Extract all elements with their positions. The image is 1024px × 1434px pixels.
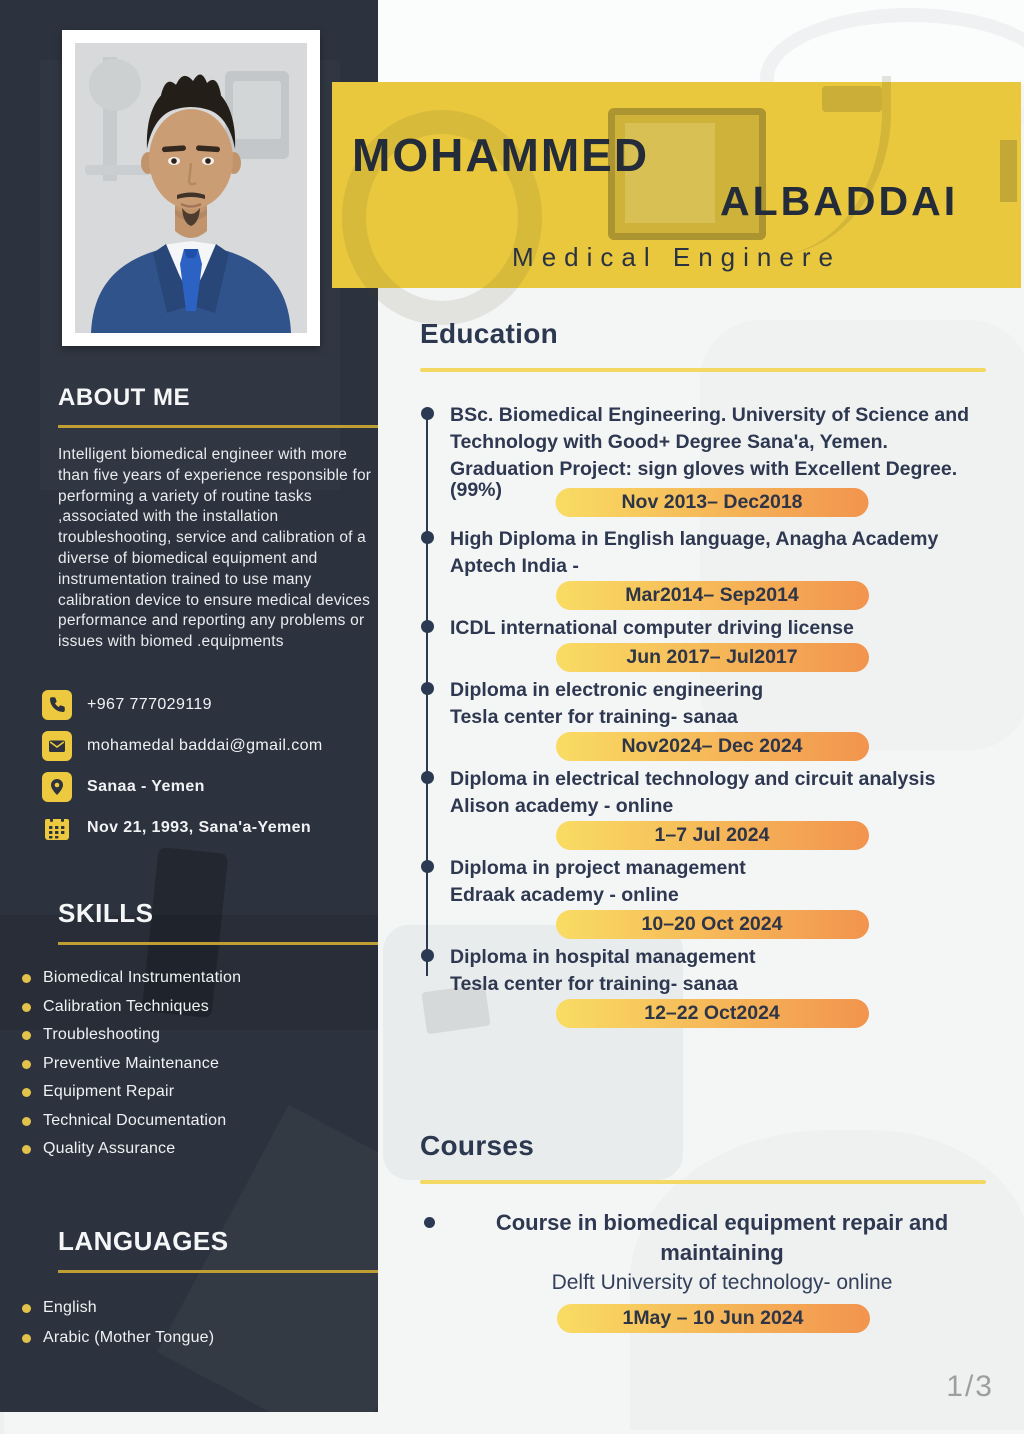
education-entry: [450, 766, 1024, 850]
education-entry-line: Diploma in hospital management: [450, 945, 756, 968]
language-item: English: [22, 1299, 374, 1329]
phone-icon: [42, 690, 72, 720]
course-provider: Delft University of technology- online: [551, 1270, 893, 1294]
education-entry-line: Tesla center for training- sanaa: [450, 972, 738, 995]
education-entry: [450, 615, 1024, 672]
education-entry-line: Diploma in electronic engineering: [450, 678, 764, 701]
last-name: ALBADDAI: [720, 178, 959, 224]
sidebar: [0, 0, 378, 1412]
education-entry-line: Tesla center for training- sanaa: [450, 705, 738, 728]
education-entry-line: Graduation Project: sign gloves with Excellent Degree.: [450, 457, 958, 480]
languages-rule: [58, 1270, 378, 1273]
band-equipment-patch: [1000, 140, 1017, 202]
education-entry-line: Technology with Good+ Degree Sana'a, Yemen.: [450, 430, 888, 453]
courses-rule: [420, 1180, 986, 1184]
contact-section: [42, 690, 372, 854]
contact-phone: +967 777029119: [87, 696, 212, 713]
contact-phone-row: [42, 690, 372, 720]
about-text: Intelligent biomedical engineer with more than five years of experience responsible for performing a variety of routine tasks ,associated with the installation troubleshooting, service and calibration of a diverse of biomedical equipment and instrumentation trained to use many calibration device to ensure medical devices performance and reporting any problems or issues with biomed .equipments: [58, 446, 372, 651]
skills-heading: SKILLS: [58, 898, 154, 928]
skills-section: [22, 898, 374, 1169]
date-pill: Nov2024– Dec 2024: [556, 732, 869, 761]
profile-photo: [62, 30, 320, 346]
portrait-illustration: [75, 43, 307, 333]
education-rule: [420, 368, 986, 372]
skills-rule: [58, 942, 378, 945]
job-title: Medical Enginere: [512, 242, 841, 272]
email-icon: [42, 731, 72, 761]
skill-item: Calibration Techniques: [22, 998, 374, 1027]
skill-item: Preventive Maintenance: [22, 1055, 374, 1084]
skills-list: [22, 969, 374, 1169]
skill-item: Equipment Repair: [22, 1083, 374, 1112]
first-name: MOHAMMED: [352, 129, 650, 181]
courses-heading: Courses: [420, 1130, 535, 1161]
education-entry-line: BSc. Biomedical Engineering. University of Science and: [450, 403, 970, 426]
date-pill: Jun 2017– Jul2017: [556, 643, 869, 672]
skill-item: Quality Assurance: [22, 1140, 374, 1169]
education-entry-line: Aptech India -: [450, 554, 579, 577]
education-entry-line: ICDL international computer driving license: [450, 616, 854, 639]
education-entry-line: Edraak academy - online: [450, 883, 679, 906]
about-rule: [58, 425, 378, 428]
page-number: 1/3: [946, 1370, 994, 1403]
education-heading: Education: [420, 318, 559, 349]
skill-item: Troubleshooting: [22, 1026, 374, 1055]
languages-section: [22, 1226, 374, 1359]
contact-birth-row: [42, 813, 372, 843]
education-entry-grade: (99%): [450, 478, 503, 501]
date-pill: 12–22 Oct2024: [556, 999, 869, 1028]
skill-item: Biomedical Instrumentation: [22, 969, 374, 998]
education-entry: [450, 855, 1024, 939]
skill-item: Technical Documentation: [22, 1112, 374, 1141]
contact-birth: Nov 21, 1993, Sana'a-Yemen: [87, 819, 312, 836]
about-section: [58, 384, 380, 653]
education-entry: [450, 944, 1024, 1028]
date-pill: 10–20 Oct 2024: [556, 910, 869, 939]
date-pill: Mar2014– Sep2014: [556, 581, 869, 610]
language-item: Arabic (Mother Tongue): [22, 1329, 374, 1359]
band-equipment-camera: [822, 86, 882, 112]
education-entry-line: Diploma in electrical technology and circuit analysis: [450, 767, 936, 790]
education-section: [420, 316, 1024, 1033]
education-timeline: [420, 402, 1024, 1028]
languages-list: [22, 1299, 374, 1359]
education-entry-note-row: [450, 478, 1024, 516]
date-pill: Nov 2013– Dec2018: [556, 488, 869, 517]
education-entry-line: High Diploma in English language, Anagha Academy: [450, 527, 939, 550]
contact-email-row: [42, 731, 372, 761]
education-entry-line: Alison academy - online: [450, 794, 674, 817]
education-entry-line: Diploma in project management: [450, 856, 746, 879]
contact-email: mohamedal baddai@gmail.com: [87, 737, 323, 754]
education-entry: [450, 402, 1024, 516]
contact-location-row: [42, 772, 372, 802]
course-title: Course in biomedical equipment repair and maintaining: [495, 1209, 949, 1265]
contact-location: Sanaa - Yemen: [87, 778, 205, 795]
education-entry: [450, 526, 1024, 610]
languages-heading: LANGUAGES: [58, 1226, 229, 1256]
education-entry: [450, 677, 1024, 761]
date-pill: 1May – 10 Jun 2024: [557, 1304, 870, 1333]
date-pill: 1–7 Jul 2024: [556, 821, 869, 850]
calendar-icon: [42, 813, 72, 843]
course-entry: [420, 1208, 1024, 1333]
header-band: [332, 82, 1021, 288]
location-pin-icon: [42, 772, 72, 802]
courses-section: [420, 1128, 1024, 1335]
about-heading: ABOUT ME: [58, 384, 190, 411]
